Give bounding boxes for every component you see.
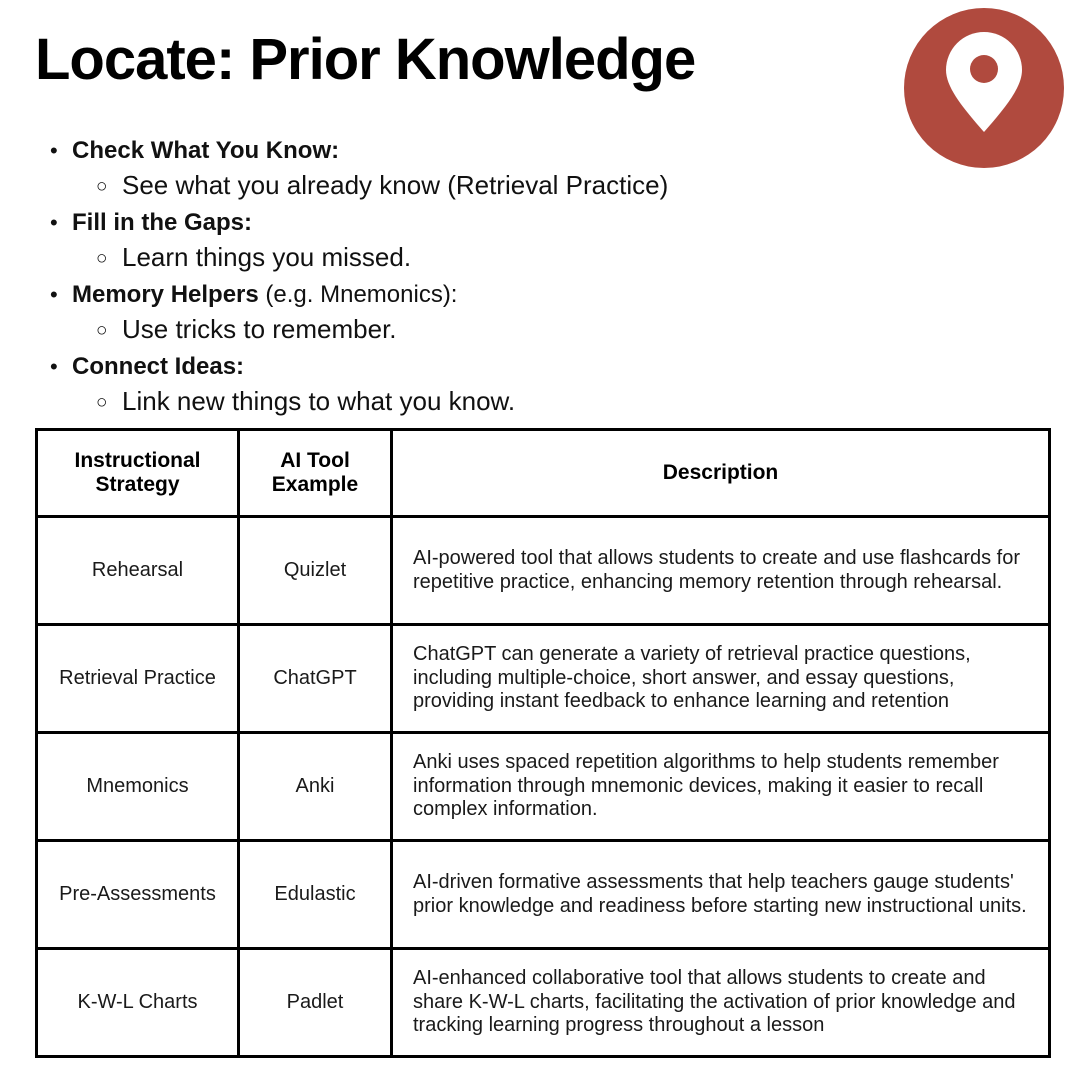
strategy-cell: K-W-L Charts — [37, 949, 239, 1057]
circle-bullet-icon: ○ — [96, 392, 108, 413]
strategy-cell: Pre-Assessments — [37, 841, 239, 949]
strategy-cell: Rehearsal — [37, 517, 239, 625]
table-row — [37, 625, 1050, 733]
description-cell: ChatGPT can generate a variety of retrieval practice questions, including multiple-choice, short answer, and essay questions, providing instant feedback to enhance learning and retention — [392, 625, 1050, 733]
description-cell: AI-driven formative assessments that help teachers gauge students' prior knowledge and readiness before starting new instructional units. — [392, 841, 1050, 949]
sub-list-item-text: Link new things to what you know. — [122, 386, 516, 416]
strategy-cell: Retrieval Practice — [37, 625, 239, 733]
column-header-tool: AI Tool Example — [239, 430, 392, 517]
table-row — [37, 733, 1050, 841]
bullet-icon: • — [50, 138, 58, 163]
tool-cell: Quizlet — [239, 517, 392, 625]
page-title: Locate: Prior Knowledge — [35, 27, 696, 92]
bullet-icon: • — [50, 354, 58, 379]
sub-list-item — [40, 312, 900, 350]
tool-cell: Padlet — [239, 949, 392, 1057]
tool-cell: Anki — [239, 733, 392, 841]
list-item-text — [72, 278, 457, 312]
list-item — [40, 134, 900, 168]
description-cell: Anki uses spaced repetition algorithms to help students remember information through mnemonic devices, making it easier to recall complex information. — [392, 733, 1050, 841]
bullet-icon: • — [50, 282, 58, 307]
bullet-icon: • — [50, 210, 58, 235]
list-item-text — [72, 206, 252, 240]
strategy-cell: Mnemonics — [37, 733, 239, 841]
list-item-label: Memory Helpers — [72, 281, 259, 308]
circle-bullet-icon: ○ — [96, 320, 108, 341]
bullet-list — [40, 134, 900, 422]
table-row — [37, 841, 1050, 949]
sub-list-item-text: Learn things you missed. — [122, 242, 412, 272]
list-item-label: Check What You Know: — [72, 137, 340, 164]
tool-cell: ChatGPT — [239, 625, 392, 733]
table-header-row — [37, 430, 1050, 517]
list-item — [40, 350, 900, 384]
table-row — [37, 517, 1050, 625]
table-row — [37, 949, 1050, 1057]
sub-list-item — [40, 168, 900, 206]
location-pin-icon — [904, 8, 1064, 168]
list-item-suffix: (e.g. Mnemonics): — [258, 281, 458, 308]
circle-bullet-icon: ○ — [96, 176, 108, 197]
description-cell: AI-enhanced collaborative tool that allows students to create and share K-W-L charts, facilitating the activation of prior knowledge and tracking learning progress throughout a lesson — [392, 949, 1050, 1057]
column-header-description: Description — [392, 430, 1050, 517]
column-header-strategy: Instructional Strategy — [37, 430, 239, 517]
tool-cell: Edulastic — [239, 841, 392, 949]
list-item-label: Fill in the Gaps: — [72, 209, 253, 236]
list-item-text — [72, 134, 339, 168]
circle-bullet-icon: ○ — [96, 248, 108, 269]
sub-list-item-text: See what you already know (Retrieval Practice) — [122, 170, 669, 200]
list-item-label: Connect Ideas: — [72, 353, 245, 380]
list-item — [40, 278, 900, 312]
sub-list-item — [40, 384, 900, 422]
description-cell: AI-powered tool that allows students to create and use flashcards for repetitive practice, enhancing memory retention through rehearsal. — [392, 517, 1050, 625]
sub-list-item — [40, 240, 900, 278]
list-item — [40, 206, 900, 240]
strategy-tool-table — [35, 428, 1051, 1058]
list-item-text — [72, 350, 244, 384]
sub-list-item-text: Use tricks to remember. — [122, 314, 397, 344]
